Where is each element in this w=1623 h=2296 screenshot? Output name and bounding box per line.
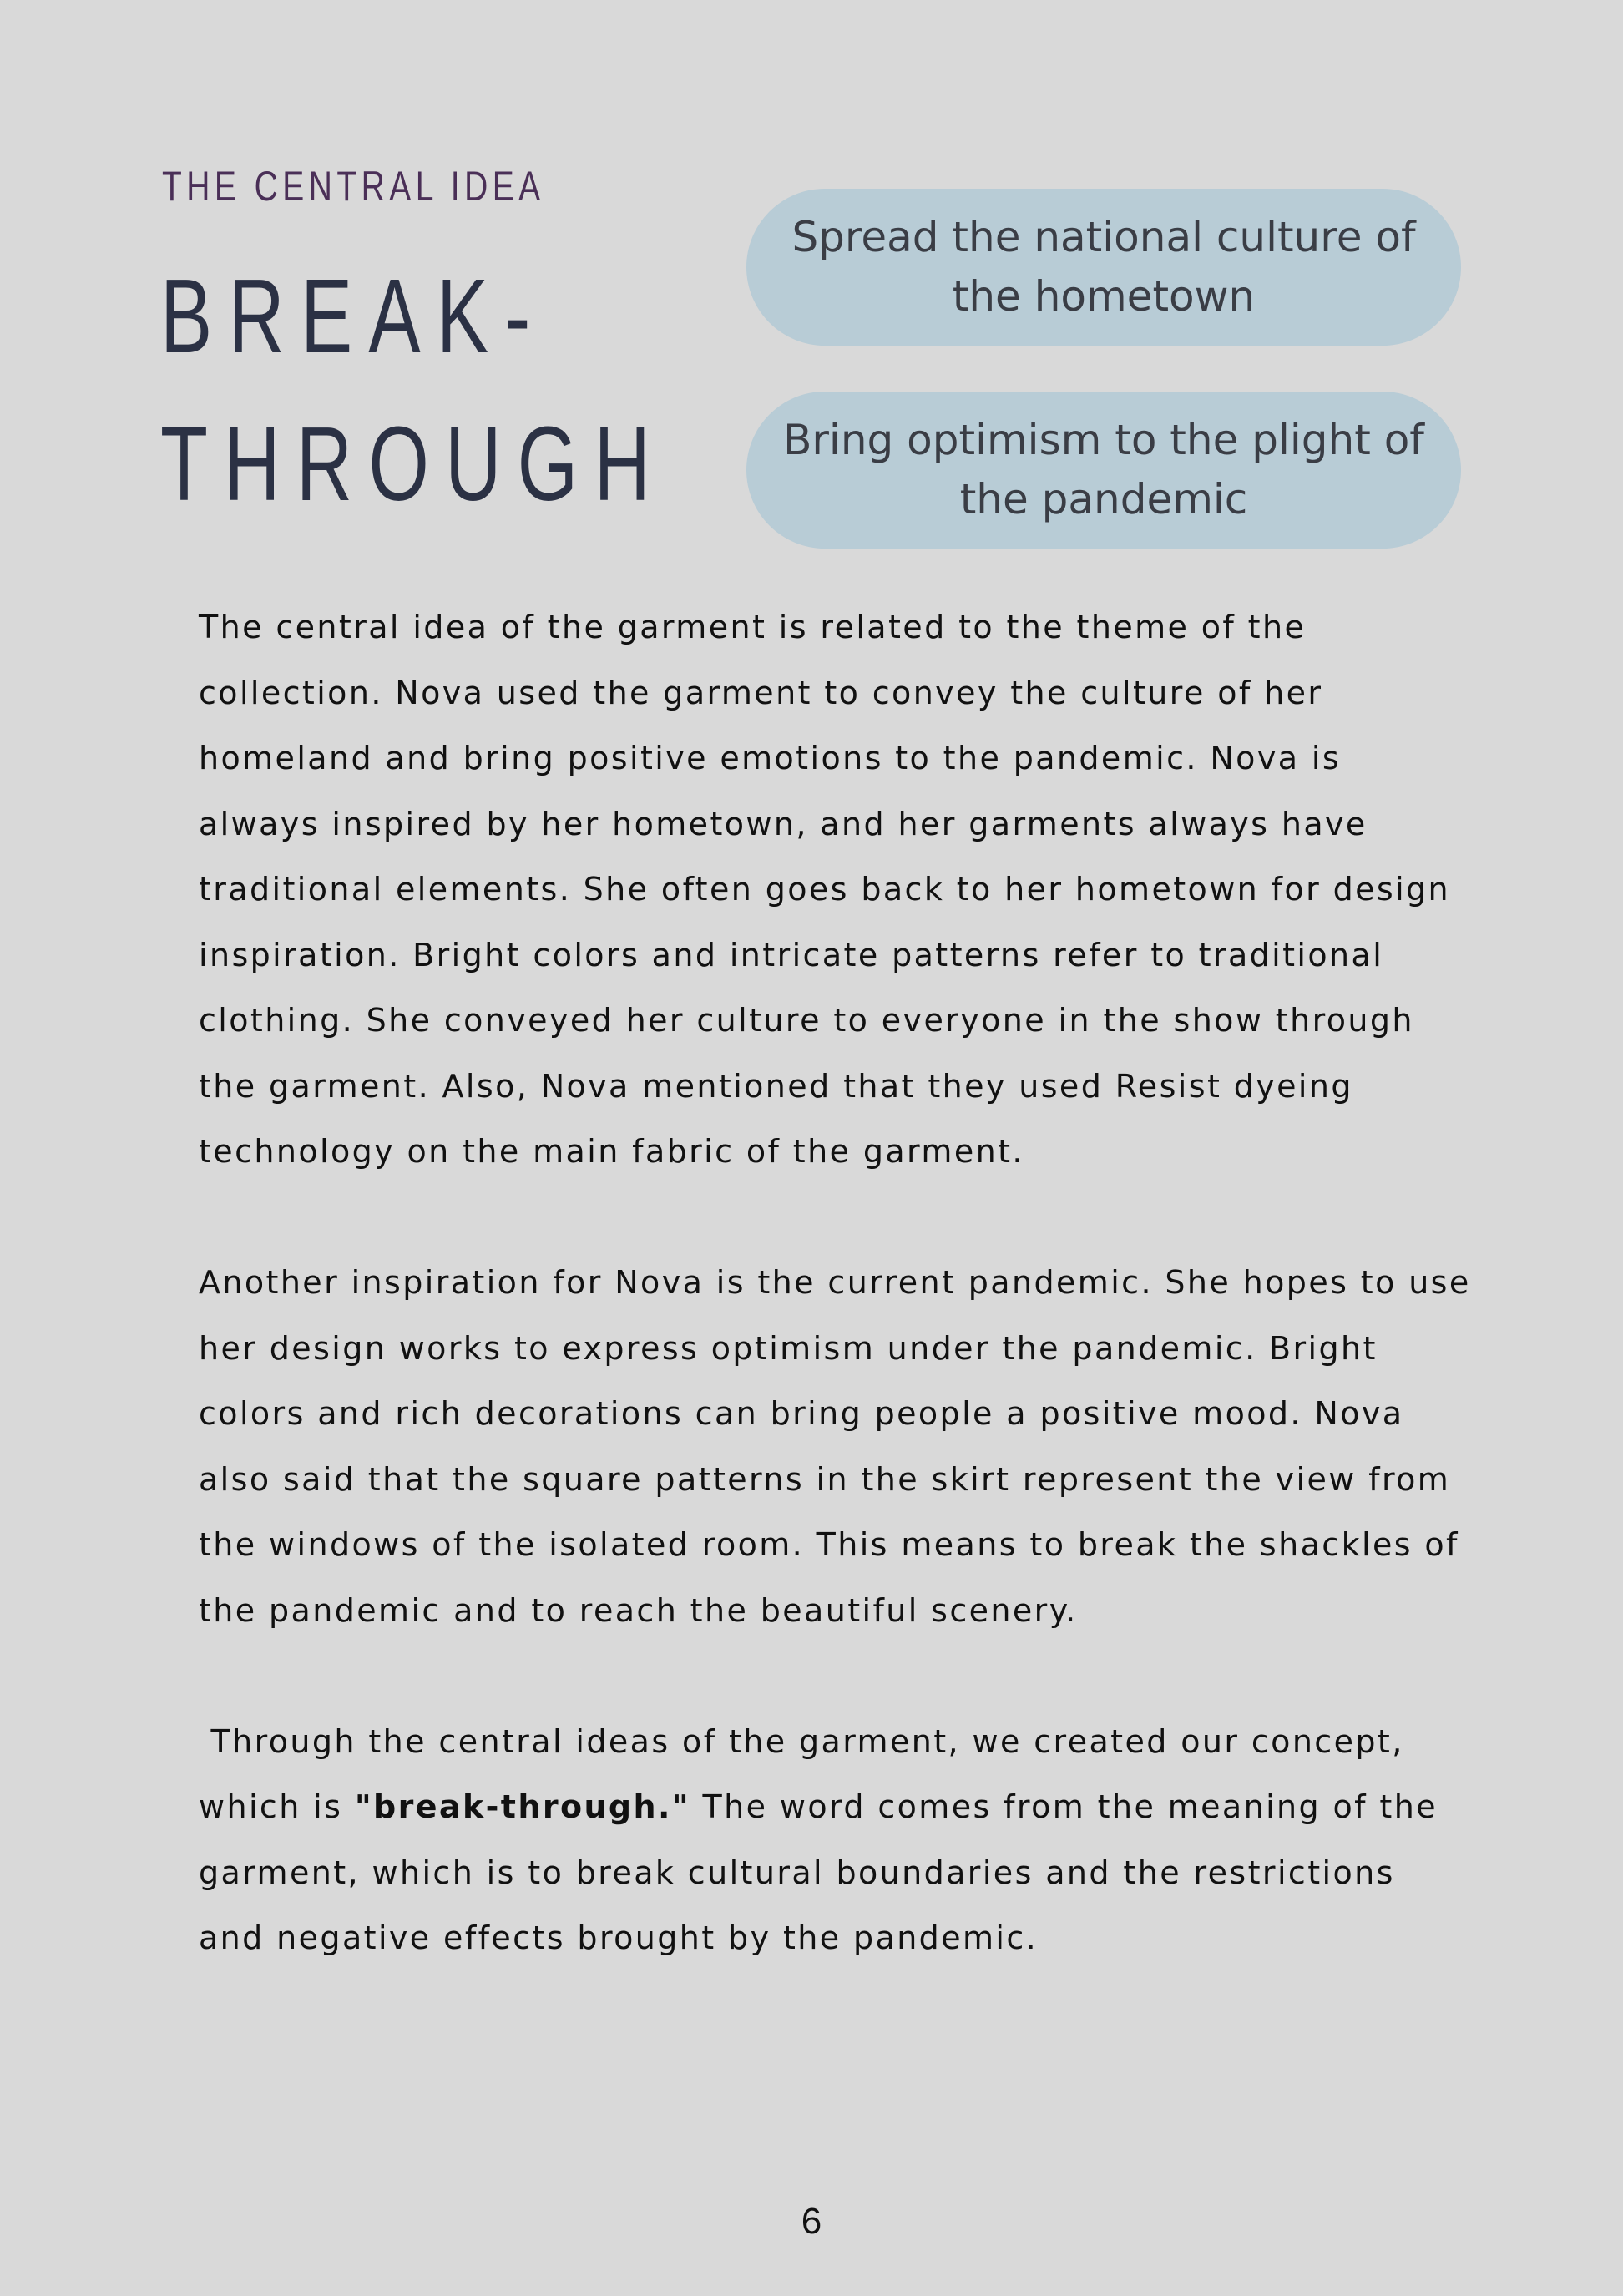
section-eyebrow: THE CENTRAL IDEA (162, 163, 545, 210)
text-line: always inspired by her hometown, and her garments always have (199, 805, 1368, 842)
page-number: 6 (801, 2201, 822, 2242)
text-line: traditional elements. She often goes back to her hometown for design (199, 871, 1451, 908)
text-line: the windows of the isolated room. This means to break the shackles of (199, 1526, 1459, 1563)
text-span: which is (199, 1788, 355, 1825)
body-text (199, 594, 1471, 1971)
concept-keyword: "break-through." (354, 1788, 691, 1825)
idea-pill-text (791, 208, 1415, 326)
text-line: clothing. She conveyed her culture to everyone in the show through (199, 1002, 1414, 1039)
text-line: also said that the square patterns in the skirt represent the view from (199, 1460, 1451, 1498)
text-line: collection. Nova used the garment to convey the culture of her (199, 674, 1323, 711)
paragraph-gap (199, 1185, 1468, 1251)
text-line (199, 1774, 1468, 1840)
idea-pill-line: Spread the national culture of (791, 213, 1416, 261)
text-line: inspiration. Bright colors and intricate patterns refer to traditional (199, 936, 1384, 974)
text-line: The central idea of the garment is related to the theme of the (199, 609, 1307, 645)
paragraph-gap (199, 1643, 1468, 1709)
paragraph-pandemic (199, 1250, 1471, 1643)
idea-pill-optimism (746, 392, 1461, 549)
idea-pill-culture (746, 189, 1461, 346)
idea-pill-text (783, 411, 1424, 529)
paragraph-culture (199, 594, 1468, 1185)
text-line: colors and rich decorations can bring people a positive mood. Nova (199, 1395, 1404, 1432)
text-span: The word comes from the meaning of the (690, 1788, 1438, 1825)
text-line: and negative effects brought by the pandemic. (199, 1919, 1039, 1956)
text-line: the garment. Also, Nova mentioned that they used Resist dyeing (199, 1067, 1353, 1105)
idea-pill-line: Bring optimism to the plight of (783, 416, 1424, 464)
paragraph-concept (199, 1709, 1468, 1971)
text-line: the pandemic and to reach the beautiful scenery. (199, 1591, 1078, 1629)
text-line: garment, which is to break cultural boundaries and the restrictions (199, 1853, 1395, 1891)
text-line: homeland and bring positive emotions to the pandemic. Nova is (199, 740, 1342, 776)
text-line: technology on the main fabric of the garment. (199, 1133, 1024, 1170)
text-line: her design works to express optimism under the pandemic. Bright (199, 1329, 1378, 1367)
idea-pill-line: the pandemic (959, 475, 1248, 523)
text-line: Through the central ideas of the garment, we created our concept, (199, 1722, 1404, 1760)
text-line: Another inspiration for Nova is the current pandemic. She hopes to use (199, 1264, 1471, 1301)
page-title-line-2: THROUGH (160, 405, 667, 523)
idea-pill-line: the hometown (952, 272, 1256, 321)
page-title-line-1: BREAK- (160, 257, 547, 375)
